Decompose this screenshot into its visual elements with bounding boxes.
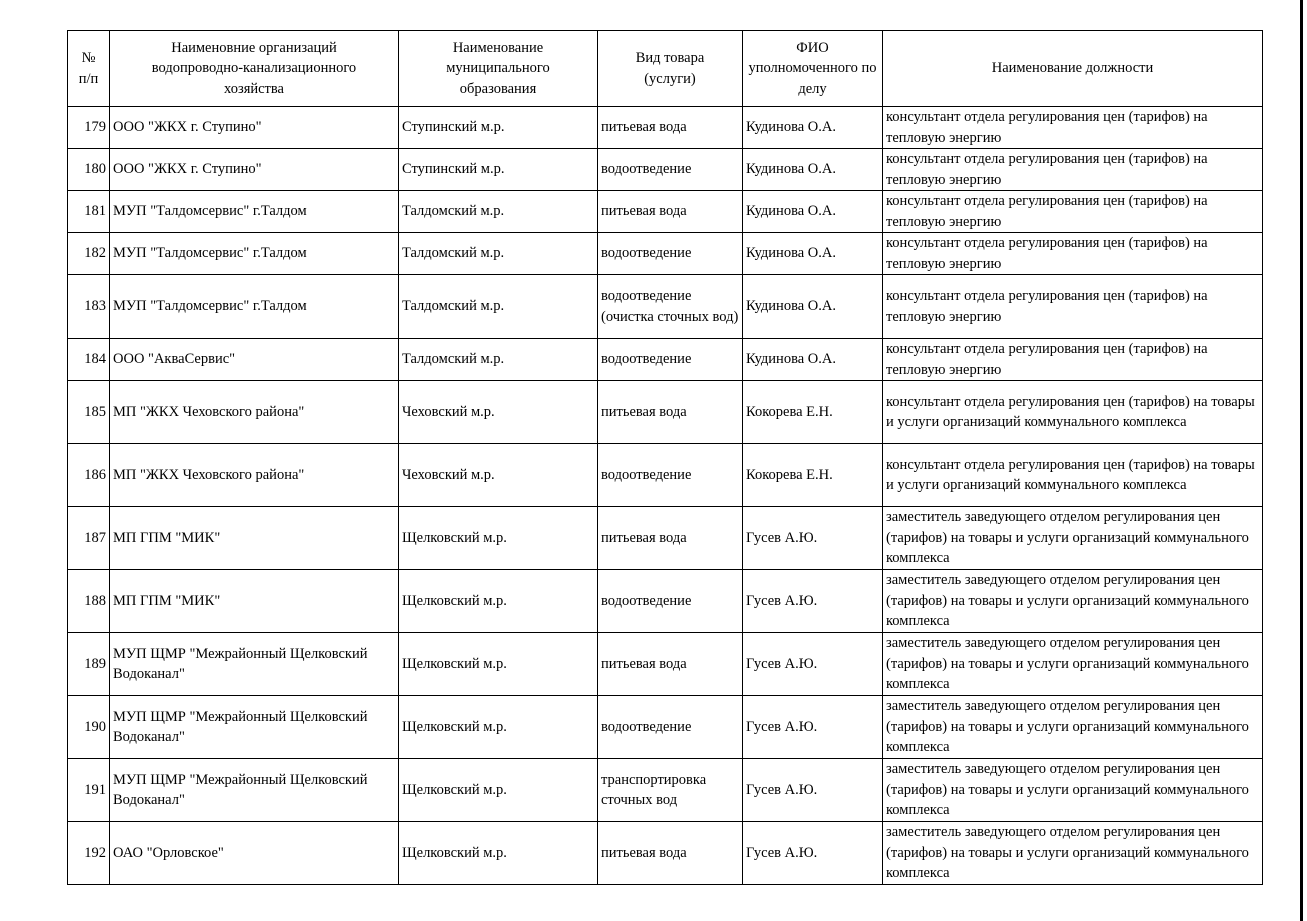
table-row [68,191,1263,233]
cell-org: МП "ЖКХ Чеховского района" [110,444,399,507]
cell-org: МП ГПМ "МИК" [110,570,399,633]
cell-service: водоотведение [598,696,743,759]
header-org: Наименовние организаций водопроводно-канализационного хозяйства [110,31,399,107]
cell-mun: Щелковский м.р. [399,759,598,822]
table-row [68,107,1263,149]
cell-org: ОАО "Орловское" [110,822,399,885]
cell-service: водоотведение [598,233,743,275]
table-row [68,381,1263,444]
cell-org: МП "ЖКХ Чеховского района" [110,381,399,444]
cell-mun: Щелковский м.р. [399,570,598,633]
cell-position: заместитель заведующего отделом регулирования цен (тарифов) на товары и услуги организаций коммунального комплекса [883,822,1263,885]
cell-mun: Щелковский м.р. [399,507,598,570]
cell-org: ООО "АкваСервис" [110,339,399,381]
cell-position: консультант отдела регулирования цен (тарифов) на тепловую энергию [883,275,1263,339]
cell-service: питьевая вода [598,822,743,885]
cell-service: водоотведение [598,444,743,507]
cell-num: 182 [68,233,110,275]
header-position: Наименование должности [883,31,1263,107]
cell-num: 188 [68,570,110,633]
header-service: Вид товара (услуги) [598,31,743,107]
cell-position: консультант отдела регулирования цен (тарифов) на тепловую энергию [883,233,1263,275]
organizations-table [67,30,1263,885]
cell-mun: Ступинский м.р. [399,149,598,191]
table-row [68,570,1263,633]
table-row [68,633,1263,696]
cell-org: ООО "ЖКХ г. Ступино" [110,107,399,149]
cell-person: Кудинова О.А. [743,191,883,233]
cell-mun: Талдомский м.р. [399,339,598,381]
cell-service: питьевая вода [598,507,743,570]
cell-mun: Ступинский м.р. [399,107,598,149]
cell-person: Гусев А.Ю. [743,633,883,696]
cell-position: заместитель заведующего отделом регулирования цен (тарифов) на товары и услуги организаций коммунального комплекса [883,696,1263,759]
table-row [68,507,1263,570]
header-person: ФИО уполномоченного по делу [743,31,883,107]
header-num: № п/п [68,31,110,107]
cell-org: ООО "ЖКХ г. Ступино" [110,149,399,191]
cell-person: Кудинова О.А. [743,275,883,339]
cell-num: 186 [68,444,110,507]
cell-org: МУП "Талдомсервис" г.Талдом [110,191,399,233]
cell-org: МУП "Талдомсервис" г.Талдом [110,233,399,275]
cell-person: Кокорева Е.Н. [743,381,883,444]
cell-position: заместитель заведующего отделом регулирования цен (тарифов) на товары и услуги организаций коммунального комплекса [883,570,1263,633]
cell-person: Кокорева Е.Н. [743,444,883,507]
cell-person: Гусев А.Ю. [743,696,883,759]
table-row [68,275,1263,339]
table-row [68,759,1263,822]
cell-num: 189 [68,633,110,696]
cell-position: заместитель заведующего отделом регулирования цен (тарифов) на товары и услуги организаций коммунального комплекса [883,759,1263,822]
cell-mun: Чеховский м.р. [399,381,598,444]
cell-position: консультант отдела регулирования цен (тарифов) на тепловую энергию [883,149,1263,191]
cell-org: МУП ЩМР "Межрайонный Щелковский Водоканал" [110,696,399,759]
cell-person: Кудинова О.А. [743,107,883,149]
cell-person: Гусев А.Ю. [743,507,883,570]
cell-num: 179 [68,107,110,149]
cell-mun: Талдомский м.р. [399,233,598,275]
cell-service: водоотведение [598,570,743,633]
cell-service: водоотведение (очистка сточных вод) [598,275,743,339]
cell-position: консультант отдела регулирования цен (тарифов) на тепловую энергию [883,339,1263,381]
cell-num: 180 [68,149,110,191]
cell-num: 181 [68,191,110,233]
cell-org: МУП ЩМР "Межрайонный Щелковский Водоканал" [110,633,399,696]
cell-service: водоотведение [598,339,743,381]
cell-person: Гусев А.Ю. [743,822,883,885]
cell-org: МУП ЩМР "Межрайонный Щелковский Водоканал" [110,759,399,822]
cell-num: 183 [68,275,110,339]
cell-org: МУП "Талдомсервис" г.Талдом [110,275,399,339]
cell-service: транспортировка сточных вод [598,759,743,822]
cell-person: Кудинова О.А. [743,339,883,381]
table-row [68,822,1263,885]
header-mun: Наименование муниципального образования [399,31,598,107]
cell-org: МП ГПМ "МИК" [110,507,399,570]
cell-num: 191 [68,759,110,822]
cell-mun: Щелковский м.р. [399,822,598,885]
cell-mun: Чеховский м.р. [399,444,598,507]
cell-service: питьевая вода [598,191,743,233]
table-row [68,339,1263,381]
cell-mun: Щелковский м.р. [399,696,598,759]
cell-person: Гусев А.Ю. [743,570,883,633]
cell-num: 185 [68,381,110,444]
cell-service: питьевая вода [598,107,743,149]
table-header-row [68,31,1263,107]
cell-service: водоотведение [598,149,743,191]
table-row [68,233,1263,275]
cell-position: консультант отдела регулирования цен (тарифов) на товары и услуги организаций коммунального комплекса [883,444,1263,507]
table-body [68,107,1263,885]
cell-position: консультант отдела регулирования цен (тарифов) на тепловую энергию [883,107,1263,149]
cell-num: 187 [68,507,110,570]
cell-service: питьевая вода [598,633,743,696]
cell-num: 192 [68,822,110,885]
cell-person: Кудинова О.А. [743,149,883,191]
page-edge-border [1300,0,1303,921]
cell-num: 184 [68,339,110,381]
table-row [68,149,1263,191]
cell-position: заместитель заведующего отделом регулирования цен (тарифов) на товары и услуги организаций коммунального комплекса [883,507,1263,570]
cell-position: заместитель заведующего отделом регулирования цен (тарифов) на товары и услуги организаций коммунального комплекса [883,633,1263,696]
cell-num: 190 [68,696,110,759]
table-row [68,696,1263,759]
cell-position: консультант отдела регулирования цен (тарифов) на тепловую энергию [883,191,1263,233]
cell-position: консультант отдела регулирования цен (тарифов) на товары и услуги организаций коммунального комплекса [883,381,1263,444]
cell-mun: Талдомский м.р. [399,191,598,233]
cell-mun: Талдомский м.р. [399,275,598,339]
table-row [68,444,1263,507]
cell-service: питьевая вода [598,381,743,444]
cell-person: Гусев А.Ю. [743,759,883,822]
cell-mun: Щелковский м.р. [399,633,598,696]
cell-person: Кудинова О.А. [743,233,883,275]
